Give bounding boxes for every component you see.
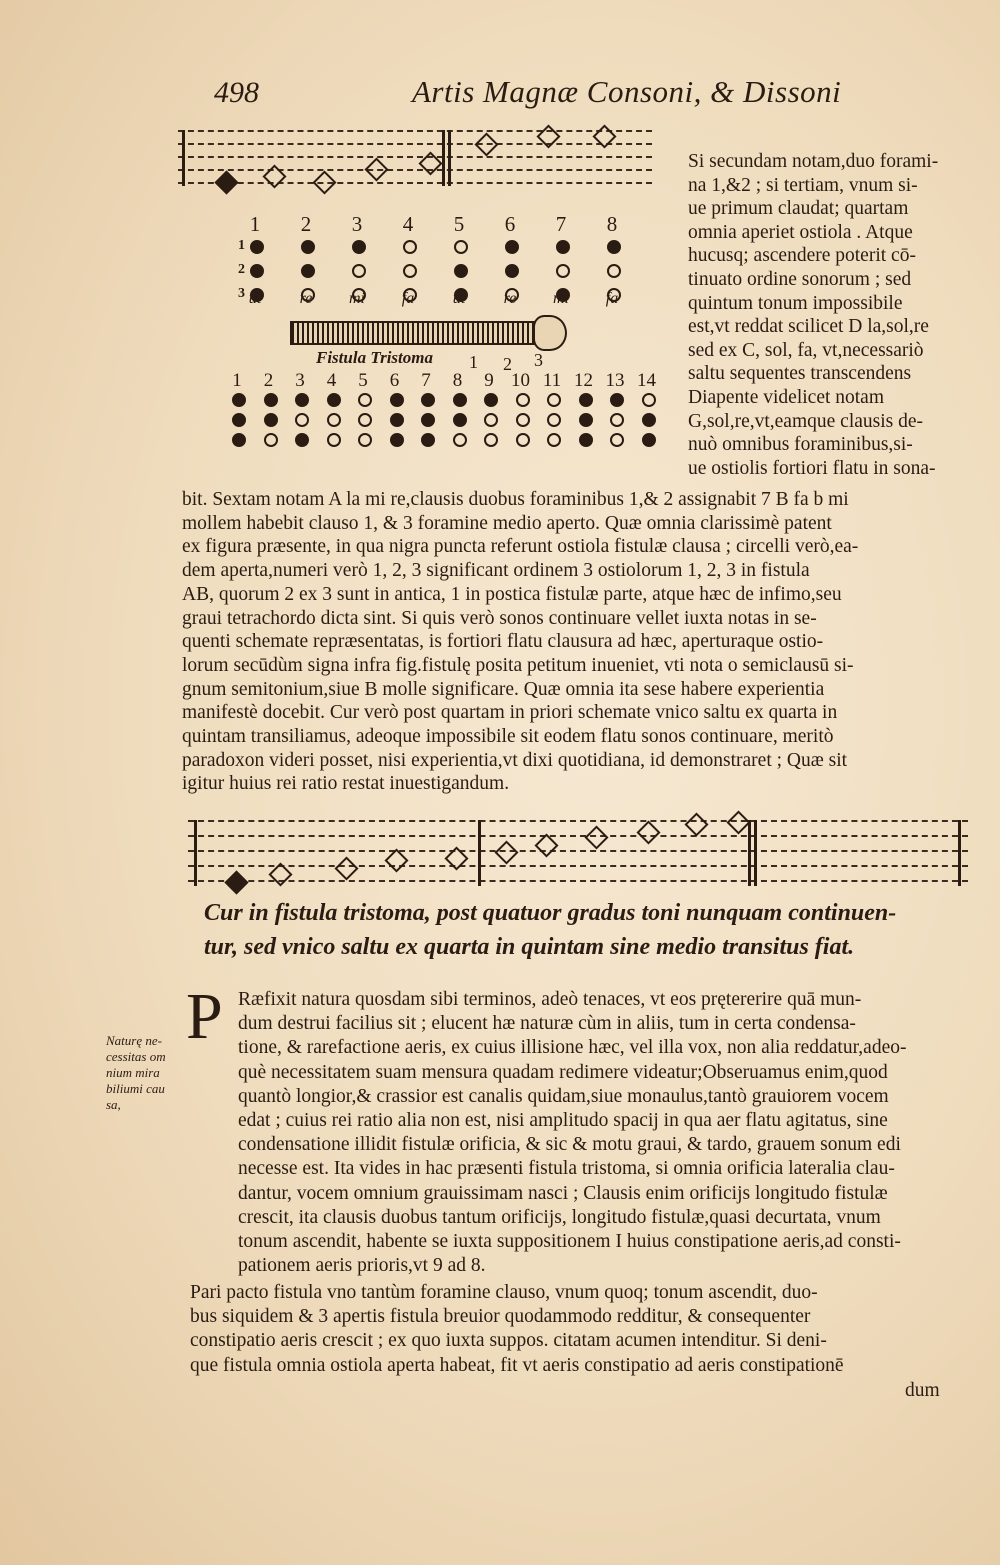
open-hole-circle [403,264,417,278]
closed-hole-dot [556,240,570,254]
margin-note-line: sa, [106,1097,121,1112]
closed-hole-dot [352,240,366,254]
music-staff-top [178,130,652,186]
column-number: 3 [351,212,363,236]
solmization-syllable: re [299,290,313,307]
note [584,825,608,849]
text-line: condensatione illidit fistulæ orificia, & sic & motu graui, & tardo, grauem sonum edi [238,1134,901,1156]
closed-hole-dot [250,264,264,278]
column-number: 7 [555,212,567,236]
column-number: 2 [300,212,312,236]
open-hole-circle [264,433,278,447]
text-line: na 1,&2 ; si tertiam, vnum si- [688,174,918,196]
open-hole-circle [516,393,530,407]
text-line: bus siquidem & 3 apertis fistula breuior quodammodo redditur, & consequenter [190,1306,811,1328]
closed-hole-dot [453,413,467,427]
closed-hole-dot [454,264,468,278]
running-head: Artis Magnæ Consoni, & Dissoni [412,74,842,109]
flute-hole-number: 1 [469,352,478,372]
open-hole-circle [358,413,372,427]
closed-hole-dot [250,240,264,254]
closed-hole-dot [264,413,278,427]
open-hole-circle [453,433,467,447]
column-number: 10 [511,370,530,391]
note [312,170,336,194]
open-hole-circle [516,433,530,447]
margin-note-line: biliumi cau [106,1081,165,1096]
flute-hole-number: 3 [534,350,543,370]
text-line: edat ; cuius rei ratio alia non est, nisi amplitudo spacij in qua aer flatu agitatus, sine [238,1110,888,1131]
closed-hole-dot [453,393,467,407]
column-number: 1 [232,370,242,391]
text-line: quintum tonum impossibile [688,292,903,314]
column-number: 9 [484,370,494,391]
closed-hole-dot [301,240,315,254]
text-line: saltu sequentes transcendens [688,363,912,385]
note [364,157,388,181]
text-line: Pari pacto fistula vno tantùm foramine clauso, vnum quoq; tonum ascendit, duo- [190,1282,818,1303]
text-line: dantur, vocem omnium grauissimam nasci ; Clausis enim orificijs longitudo fistulæ [238,1182,888,1204]
margin-note-line: cessitas om [106,1049,166,1064]
solmization-syllable: re [503,290,517,307]
note [684,812,708,836]
margin-note-line: Naturę ne- [106,1033,162,1048]
text-line: ex figura præsente, in qua nigra puncta referunt ostiola fistulæ clausa ; circelli verò,ea- [182,536,859,558]
column-number: 1 [249,212,261,236]
text-line: paradoxon videri posset, nisi experientia,vt dixi quotidiana, id demonstraret ; Quæ sit [182,749,848,771]
open-hole-circle [484,433,498,447]
open-hole-circle [547,393,561,407]
open-hole-circle [484,413,498,427]
open-hole-circle [610,433,624,447]
note [334,856,358,880]
open-hole-circle [607,264,621,278]
open-hole-circle [295,413,309,427]
text-line: graui tetrachordo dicta sint. Si quis verò sonos continuare vellet iuxta notas in se- [182,607,817,629]
text-line: ue primum claudat; quartam [688,198,909,220]
text-line: lorum secūdùm signa infra fig.fistulę posita petitum inueniet, vti nota o semiclausū si- [182,654,854,676]
section-heading-line: Cur in fistula tristoma, post quatuor gradus toni nunquam continuen- [204,900,897,926]
closed-hole-dot [301,264,315,278]
closed-hole-dot [642,433,656,447]
text-line: AB, quorum 2 ex 3 sunt in antica, 1 in postica fistulæ parte, atque hæc de infimo,seu [182,583,842,605]
note [224,870,248,894]
column-number: 4 [402,212,414,236]
closed-hole-dot [390,433,404,447]
flute-hole-number: 2 [503,354,512,374]
section-heading-line: tur, sed vnico saltu ex quarta in quintam sine medio transitus fiat. [204,934,855,960]
text-line: manifestè docebit. Cur verò post quartam in priori schemate vnico saltu ex quarta in [182,702,838,724]
closed-hole-dot [232,413,246,427]
column-number: 8 [606,212,618,236]
solmization-syllable: fa [605,290,619,307]
text-line: bit. Sextam notam A la mi re,clausis duobus foraminibus 1,& 2 assignabit 7 B fa b mi [182,489,849,510]
text-line: Ræfixit natura quosdam sibi terminos, adeò tenaces, vt eos prętererire quā mun- [238,989,862,1010]
text-line: tinuato ordine sonorum ; sed [688,269,912,290]
text-line: pationem aeris prioris,vt 9 ad 8. [238,1255,486,1277]
closed-hole-dot [642,413,656,427]
column-number: 4 [326,370,337,391]
closed-hole-dot [264,393,278,407]
closed-hole-dot [484,393,498,407]
closed-hole-dot [505,240,519,254]
text-line: nuò omnibus foraminibus,si- [688,434,913,456]
open-hole-circle [327,413,341,427]
column-number: 6 [504,212,516,236]
flute-illustration [290,315,560,345]
open-hole-circle [454,240,468,254]
text-line: tione, & rarefactione aeris, ex cuius illisione hæc, vel illa vox, non alia reddatur,adeo- [238,1037,907,1059]
closed-hole-dot [579,413,593,427]
solmization-syllable: ut [248,290,262,307]
closed-hole-dot [505,264,519,278]
row-label: 2 [238,262,245,277]
closed-hole-dot [579,393,593,407]
open-hole-circle [642,393,656,407]
closed-hole-dot [295,393,309,407]
open-hole-circle [516,413,530,427]
text-line: G,sol,re,vt,eamque clausis de- [688,410,924,432]
closed-hole-dot [421,433,435,447]
column-number: 3 [295,370,305,391]
note [726,810,750,834]
catchword: dum [905,1380,940,1401]
note [494,840,518,864]
open-hole-circle [358,433,372,447]
text-line: què necessitatem suam mensura quadam redimere videatur;Obseruamus enim,quod [238,1061,888,1083]
open-hole-circle [403,240,417,254]
text-line: quenti schemate repræsentatas, is fortiori flatu clausura ad hæc, aperturaque ostio- [182,631,824,653]
text-line: dum destrui facilius sit ; elucent hæ naturæ cùm in aliis, tum in certa condensa- [238,1013,856,1035]
column-number: 6 [389,370,400,391]
column-number: 11 [542,370,562,391]
closed-hole-dot [421,393,435,407]
text-line: que fistula omnia ostiola aperta habeat, fit vt aeris constipatio ad aeris constipationē [190,1354,844,1376]
solmization-syllable: ut [452,290,466,307]
open-hole-circle [547,433,561,447]
text-line: constipatio aeris crescit ; ex quo iuxta suppos. citatam acumen intenditur. Si deni- [190,1330,827,1352]
text-line: igitur huius rei ratio restat inuestigandum. [182,773,510,795]
closed-hole-dot [327,393,341,407]
text-line: necesse est. Ita vides in hac præsenti fistula tristoma, si omnia orificia lateralia clau- [238,1158,895,1180]
closed-hole-dot [421,413,435,427]
column-number: 12 [574,370,593,391]
text-line: sed ex C, sol, fa, vt,necessariò [688,339,924,361]
music-staff-wide [188,820,968,886]
closed-hole-dot [607,240,621,254]
open-hole-circle [352,264,366,278]
text-line: quantò longior,& crassior est canalis quidam,siue monaulus,tantò grauiorem vocem [238,1085,889,1107]
page-number: 498 [214,76,259,109]
text-line: omnia aperiet ostiola . Atque [688,221,913,243]
note [214,170,238,194]
closed-hole-dot [610,393,624,407]
text-line: Diapente videlicet notam [688,387,885,408]
column-number: 14 [637,370,656,391]
note [636,820,660,844]
note [474,132,498,156]
column-number: 2 [263,370,274,391]
text-line: ue ostiolis fortiori flatu in sona- [688,457,936,479]
solmization-syllable: fa [401,290,415,307]
closed-hole-dot [232,433,246,447]
column-number: 8 [452,370,463,391]
open-hole-circle [358,393,372,407]
note [534,833,558,857]
row-label: 1 [238,238,245,253]
open-hole-circle [610,413,624,427]
drop-cap: P [186,980,223,1053]
closed-hole-dot [295,433,309,447]
text-line: tonum ascendit, habente se iuxta suppositionem I huius constipatione aeris,ad consti- [238,1231,901,1252]
closed-hole-dot [579,433,593,447]
row-label: 3 [238,286,245,301]
open-hole-circle [327,433,341,447]
column-number: 5 [358,370,368,391]
text-line: dem aperta,numeri verò 1, 2, 3 significant ordinem 3 ostiolorum 1, 2, 3 in fistula [182,560,810,582]
column-number: 5 [453,212,465,236]
text-line: gnum semitonium,siue B molle significare. Quæ omnia ita sese habere experientia [182,678,825,700]
closed-hole-dot [390,393,404,407]
text-line: mollem habebit clauso 1, & 3 foramine medio aperto. Quæ omnia clarissimè patent [182,512,832,534]
text-line: est,vt reddat scilicet D la,sol,re [688,316,929,338]
margin-note-line: nium mira [106,1065,160,1080]
column-number: 13 [605,370,625,391]
open-hole-circle [547,413,561,427]
solmization-syllable: mi [349,290,365,307]
column-number: 7 [421,370,431,391]
solmization-syllable: mi [553,290,569,307]
text-line: crescit, ita clausis duobus tantum orificijs, longitudo fistulæ,quasi decurtata, vnum [238,1206,881,1228]
closed-hole-dot [390,413,404,427]
closed-hole-dot [232,393,246,407]
open-hole-circle [556,264,570,278]
text-line: hucusq; ascendere poterit cō- [688,245,916,267]
note [384,848,408,872]
text-line: Si secundam notam,duo forami- [688,151,939,172]
text-line: quintam transiliamus, adeoque impossibile sit eodem flatu sonos continuare, meritò [182,726,834,747]
flute-label: Fistula Tristoma [316,348,433,367]
